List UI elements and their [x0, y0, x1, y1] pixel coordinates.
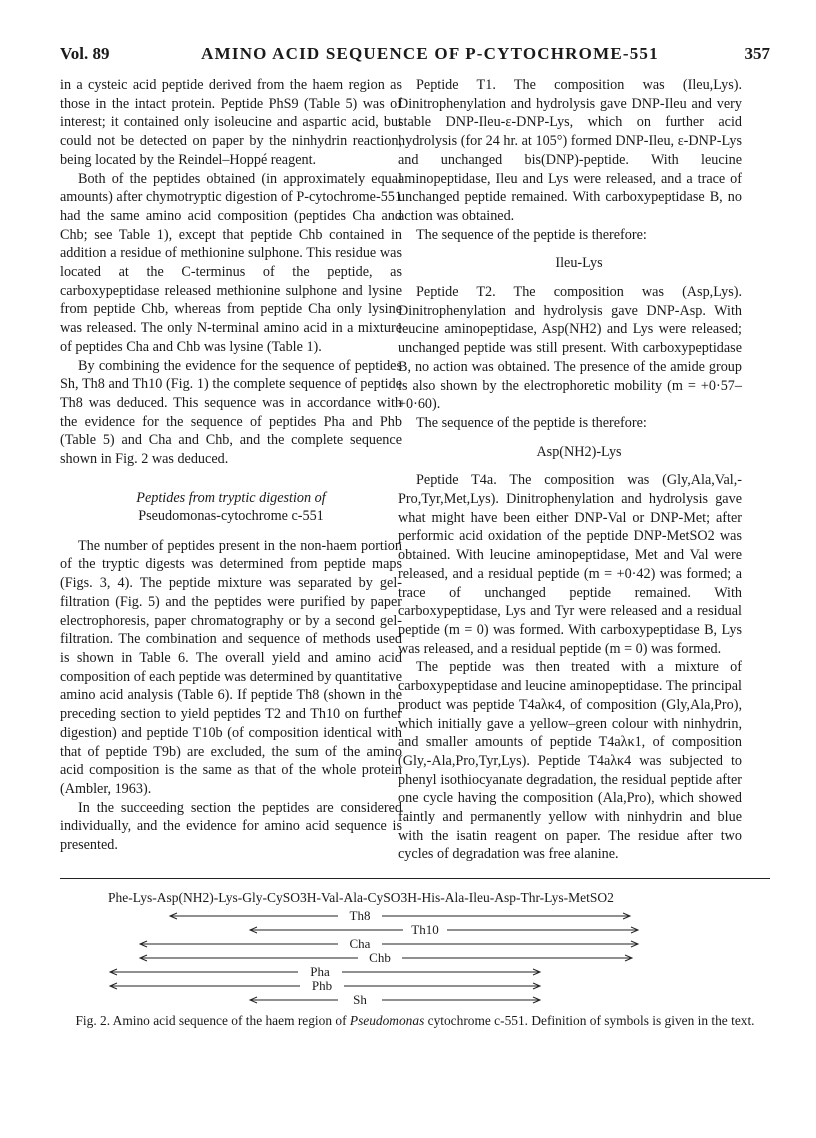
- sequence-line: Asp(NH2)-Lys: [536, 443, 622, 460]
- paragraph: The peptide was then treated with a mixture of carboxypeptidase and leucine aminopeptidase. The principal product was peptide T4aλκ4, of composition (Gly,Ala,Pro), which initially gave a yellow–green colour with ninhydrin, and smaller amounts of peptide T4aλκ1, of composition (Gly,-Ala,Pro,Tyr,Lys). Peptide T4aλκ4 was subjected to phenyl isothiocyanate degradation, the residual peptide after one cycle having the composition (Ala,Pro), which showed faintly and permanently yellow with ninhydrin and blue with the isatin reagent on paper. The residue after two cycles of degradation was free alanine.: [398, 659, 742, 863]
- peptide-span-chb: [140, 950, 632, 965]
- page-number: 357: [744, 44, 770, 63]
- peptide-label: Th10: [411, 922, 439, 937]
- paragraph: Peptide T2. The composition was (Asp,Lys). Dinitrophenylation and hydrolysis gave DNP-Asp. With leucine aminopeptidase, Asp(NH2) and Lys were released; unchanged peptide was still present. With carboxypeptidase B, no action was obtained. The presence of the amide group is also shown by the electrophoretic mobility (m = +0·57–+0·60).: [398, 284, 742, 413]
- figure-2: [60, 872, 770, 1072]
- peptide-label: Chb: [369, 950, 391, 965]
- peptide-label: Cha: [349, 936, 371, 951]
- caption-suffix: cytochrome c-551. Definition of symbols is given in the text.: [424, 1013, 755, 1028]
- peptide-arrows: [60, 872, 770, 1012]
- paragraph: in a cysteic acid peptide derived from the haem region as those in the intact protein. Peptide PhS9 (Table 5) was of interest; it contained only isoleucine and aspartic acid, but could not be detected on paper by the ninhydrin reaction, being located by the Reindel–Hoppé reagent.: [60, 77, 402, 168]
- paragraph: Peptide T1. The composition was (Ileu,Lys). Dinitrophenylation and hydrolysis gave DNP-Ileu and very stable DNP-Ileu-ε-DNP-Lys, which on further acid hydrolysis (for 24 hr. at 105°) formed DNP-Ileu, ε-DNP-Lys and unchanged bis(DNP)-peptide. With leucine aminopeptidase, Ileu and Lys were released, and a trace of unchanged peptide remained. With carboxypeptidase B, no action was obtained.: [398, 77, 742, 224]
- section-heading: [60, 489, 402, 525]
- volume-label: Vol. 89: [60, 44, 110, 63]
- peptide-label: Pha: [310, 964, 330, 979]
- sequence-line: Ileu-Lys: [555, 255, 603, 272]
- paragraph: Peptide T4a. The composition was (Gly,Ala,Val,-Pro,Tyr,Met,Lys). Dinitrophenylation and hydrolysis gave what might have been either DNP-Val or DNP-Met; after performic acid oxidation of the peptide DNP-MetSO2 was obtained. With leucine aminopeptidase, Met and Val were released, and a residual peptide (m = +0·42) was formed; a trace of unchanged peptide remained. With carboxypeptidase, Lys and Tyr were released and a residual peptide (m = 0) was formed. With carboxypeptidase B, Lys was released, and a residual peptide (m = 0) was formed.: [398, 472, 742, 657]
- section-heading-line2: Pseudomonas-cytochrome c-551: [138, 507, 324, 524]
- peptide-span-cha: [140, 936, 638, 951]
- running-header: [60, 44, 770, 66]
- peptide-span-sh: [250, 992, 540, 1007]
- paragraph: Both of the peptides obtained (in approximately equal amounts) after chymotryptic digestion of P-cytochrome-551 had the same amino acid composition (peptides Cha and Chb; see Table 1), except that peptide Chb contained in addition a residue of methionine sulphone. This residue was located at the C-terminus of the peptide, as carboxypeptidase released methionine sulphone and lysine from peptide Chb, whereas from peptide Cha only lysine was released. The only N-terminal amino acid in a mixture of peptides Cha and Chb was lysine (Table 1).: [60, 170, 402, 355]
- peptide-label: Sh: [353, 992, 367, 1007]
- paragraph: The sequence of the peptide is therefore:: [416, 226, 647, 243]
- figure-caption: [60, 1012, 770, 1030]
- left-column: [60, 76, 402, 855]
- peptide-span-phb: [110, 978, 540, 993]
- right-column: [398, 76, 742, 864]
- caption-italic: Pseudomonas: [349, 1013, 425, 1028]
- paragraph: The sequence of the peptide is therefore:: [416, 414, 647, 431]
- section-heading-line1: Peptides from tryptic digestion of: [136, 489, 326, 506]
- peptide-span-th8: [170, 908, 630, 923]
- peptide-span-pha: [110, 964, 540, 979]
- paragraph: By combining the evidence for the sequence of peptides Sh, Th8 and Th10 (Fig. 1) the complete sequence of peptide Th8 was deduced. This sequence was in accordance with the evidence for the sequence of peptides Pha and Phb (Table 5) and Cha and Chb, and the complete sequence shown in Fig. 2 was deduced.: [60, 357, 402, 468]
- paragraph: The number of peptides present in the non-haem portion of the tryptic digests was determined from peptide maps (Figs. 3, 4). The peptide mixture was separated by gel-filtration (Fig. 5) and the peptides were purified by paper electrophoresis, paper chromatography or by a second gel-filtration. The combination and sequence of methods used is shown in Table 6. The overall yield and amino acid composition of each peptide was determined by quantitative amino acid analysis (Table 6). If peptide Th8 (shown in the preceding section to yield peptides T2 and Th10 on further digestion) and peptide T10b (of composition identical with that of peptide T9b) are excluded, the sum of the amino acid composition is the same as that of the whole protein (Ambler, 1963).: [60, 537, 402, 797]
- running-title: AMINO ACID SEQUENCE OF P-CYTOCHROME-551: [201, 44, 659, 63]
- caption-prefix: Fig. 2. Amino acid sequence of the haem region of: [75, 1013, 350, 1028]
- peptide-span-th10: [250, 922, 638, 937]
- figure-sequence: Phe-Lys-Asp(NH2)-Lys-Gly-CySO3H-Val-Ala-CySO3H-His-Ala-Ileu-Asp-Thr-Lys-MetSO2: [108, 890, 614, 905]
- paragraph: In the succeeding section the peptides are considered individually, and the evidence for amino acid sequence is presented.: [60, 799, 402, 854]
- peptide-label: Th8: [349, 908, 371, 923]
- peptide-label: Phb: [311, 978, 333, 993]
